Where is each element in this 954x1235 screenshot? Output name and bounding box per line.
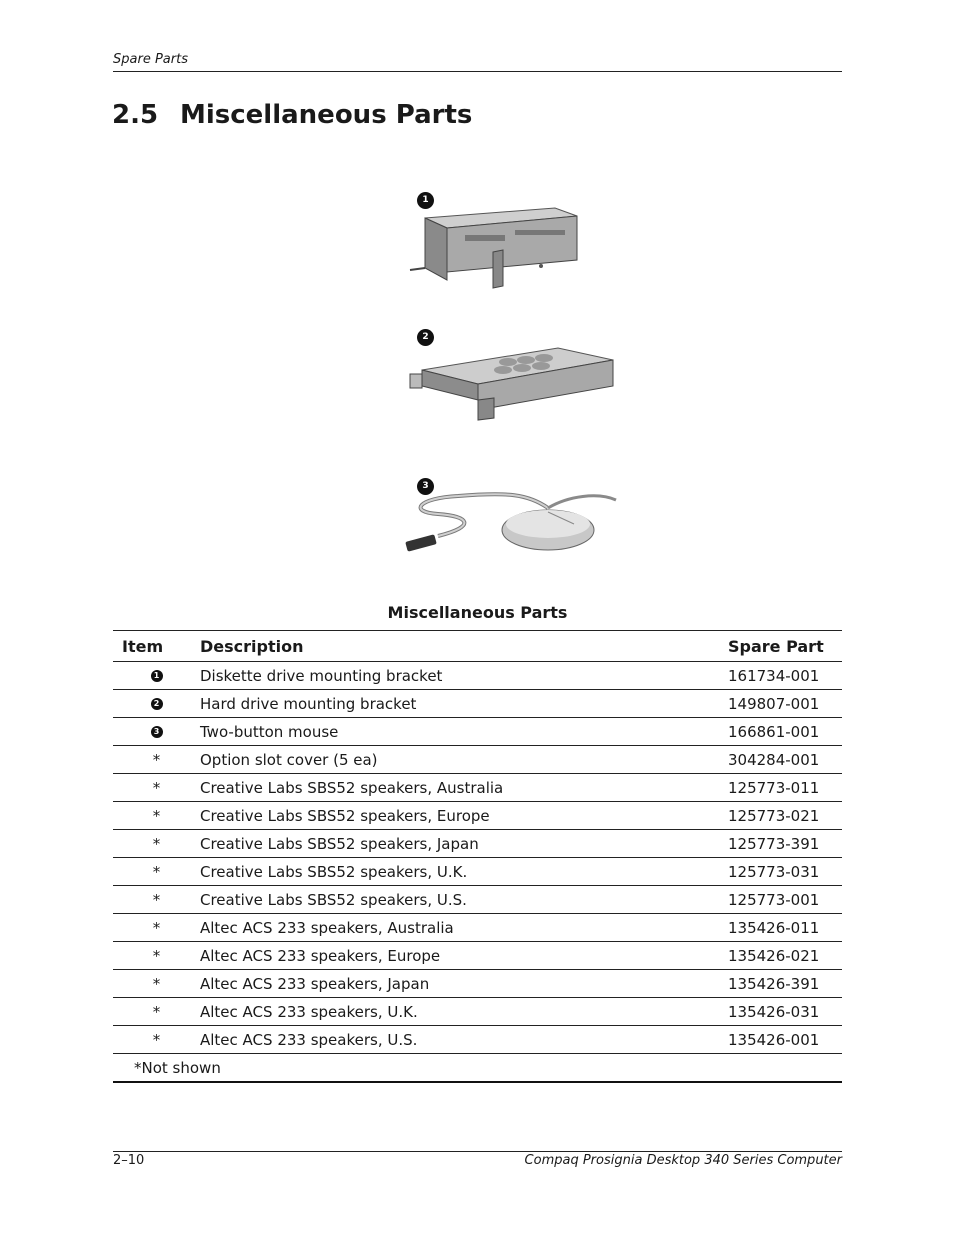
table-row: [113, 858, 842, 886]
table-row: [113, 718, 842, 746]
spare-part-cell: 125773-021: [728, 802, 842, 830]
item-cell: *: [113, 970, 200, 998]
description-cell: Creative Labs SBS52 speakers, Japan: [200, 830, 728, 858]
item-cell: *: [113, 886, 200, 914]
spare-part-cell: 135426-391: [728, 970, 842, 998]
spare-part-cell: 166861-001: [728, 718, 842, 746]
callout-marker: 1: [151, 670, 163, 682]
callout-marker: 3: [151, 726, 163, 738]
item-cell: [113, 718, 200, 746]
table-row: [113, 830, 842, 858]
description-cell: Two-button mouse: [200, 718, 728, 746]
table-row: [113, 886, 842, 914]
item-cell: [113, 690, 200, 718]
description-cell: Altec ACS 233 speakers, Australia: [200, 914, 728, 942]
two-button-mouse-illustration: [398, 486, 623, 556]
item-cell: *: [113, 858, 200, 886]
callout-3: 3: [417, 478, 434, 495]
running-head: Spare Parts: [113, 52, 188, 67]
table-row: [113, 942, 842, 970]
table-row: [113, 662, 842, 690]
item-cell: *: [113, 914, 200, 942]
footer-rule: [113, 1151, 842, 1152]
description-cell: Diskette drive mounting bracket: [200, 662, 728, 690]
section-title: [112, 100, 472, 130]
spare-part-cell: 125773-391: [728, 830, 842, 858]
description-cell: Altec ACS 233 speakers, Japan: [200, 970, 728, 998]
description-cell: Creative Labs SBS52 speakers, U.K.: [200, 858, 728, 886]
item-cell: [113, 662, 200, 690]
column-header-item: Item: [113, 631, 200, 662]
header-rule: [113, 71, 842, 72]
callout-1: 1: [417, 192, 434, 209]
description-cell: Altec ACS 233 speakers, U.S.: [200, 1026, 728, 1054]
description-cell: Altec ACS 233 speakers, Europe: [200, 942, 728, 970]
spare-part-cell: 125773-011: [728, 774, 842, 802]
spare-part-cell: 135426-011: [728, 914, 842, 942]
column-header-spare-part: Spare Part: [728, 631, 842, 662]
description-cell: Hard drive mounting bracket: [200, 690, 728, 718]
spare-part-cell: 304284-001: [728, 746, 842, 774]
table-row: [113, 914, 842, 942]
table-row: [113, 1026, 842, 1054]
item-cell: *: [113, 998, 200, 1026]
table-row: [113, 970, 842, 998]
table-row: [113, 774, 842, 802]
table-row: [113, 998, 842, 1026]
item-cell: *: [113, 942, 200, 970]
item-cell: *: [113, 1026, 200, 1054]
spare-part-cell: 161734-001: [728, 662, 842, 690]
spare-part-cell: 125773-031: [728, 858, 842, 886]
footnote-row: [113, 1054, 842, 1083]
item-cell: *: [113, 802, 200, 830]
item-cell: *: [113, 830, 200, 858]
description-cell: Creative Labs SBS52 speakers, Europe: [200, 802, 728, 830]
table-row: [113, 746, 842, 774]
table-footnote: *Not shown: [113, 1054, 842, 1083]
item-cell: *: [113, 746, 200, 774]
spare-part-cell: 135426-021: [728, 942, 842, 970]
description-cell: Option slot cover (5 ea): [200, 746, 728, 774]
callout-marker: 2: [151, 698, 163, 710]
spare-part-cell: 149807-001: [728, 690, 842, 718]
description-cell: Altec ACS 233 speakers, U.K.: [200, 998, 728, 1026]
table-row: [113, 690, 842, 718]
diskette-bracket-illustration: [405, 200, 580, 290]
spare-part-cell: 125773-001: [728, 886, 842, 914]
callout-2: 2: [417, 329, 434, 346]
column-header-description: Description: [200, 631, 728, 662]
description-cell: Creative Labs SBS52 speakers, Australia: [200, 774, 728, 802]
spare-part-cell: 135426-031: [728, 998, 842, 1026]
section-title-text: Miscellaneous Parts: [180, 100, 473, 130]
book-title: Compaq Prosignia Desktop 340 Series Computer: [524, 1153, 842, 1168]
parts-table: [113, 630, 842, 1083]
table-caption: Miscellaneous Parts: [387, 603, 568, 622]
description-cell: Creative Labs SBS52 speakers, U.S.: [200, 886, 728, 914]
table-header-row: [113, 631, 842, 662]
hard-drive-bracket-illustration: [408, 340, 618, 422]
page-number: 2–10: [113, 1153, 145, 1168]
section-number: 2.5: [112, 100, 159, 130]
spare-part-cell: 135426-001: [728, 1026, 842, 1054]
item-cell: *: [113, 774, 200, 802]
table-row: [113, 802, 842, 830]
